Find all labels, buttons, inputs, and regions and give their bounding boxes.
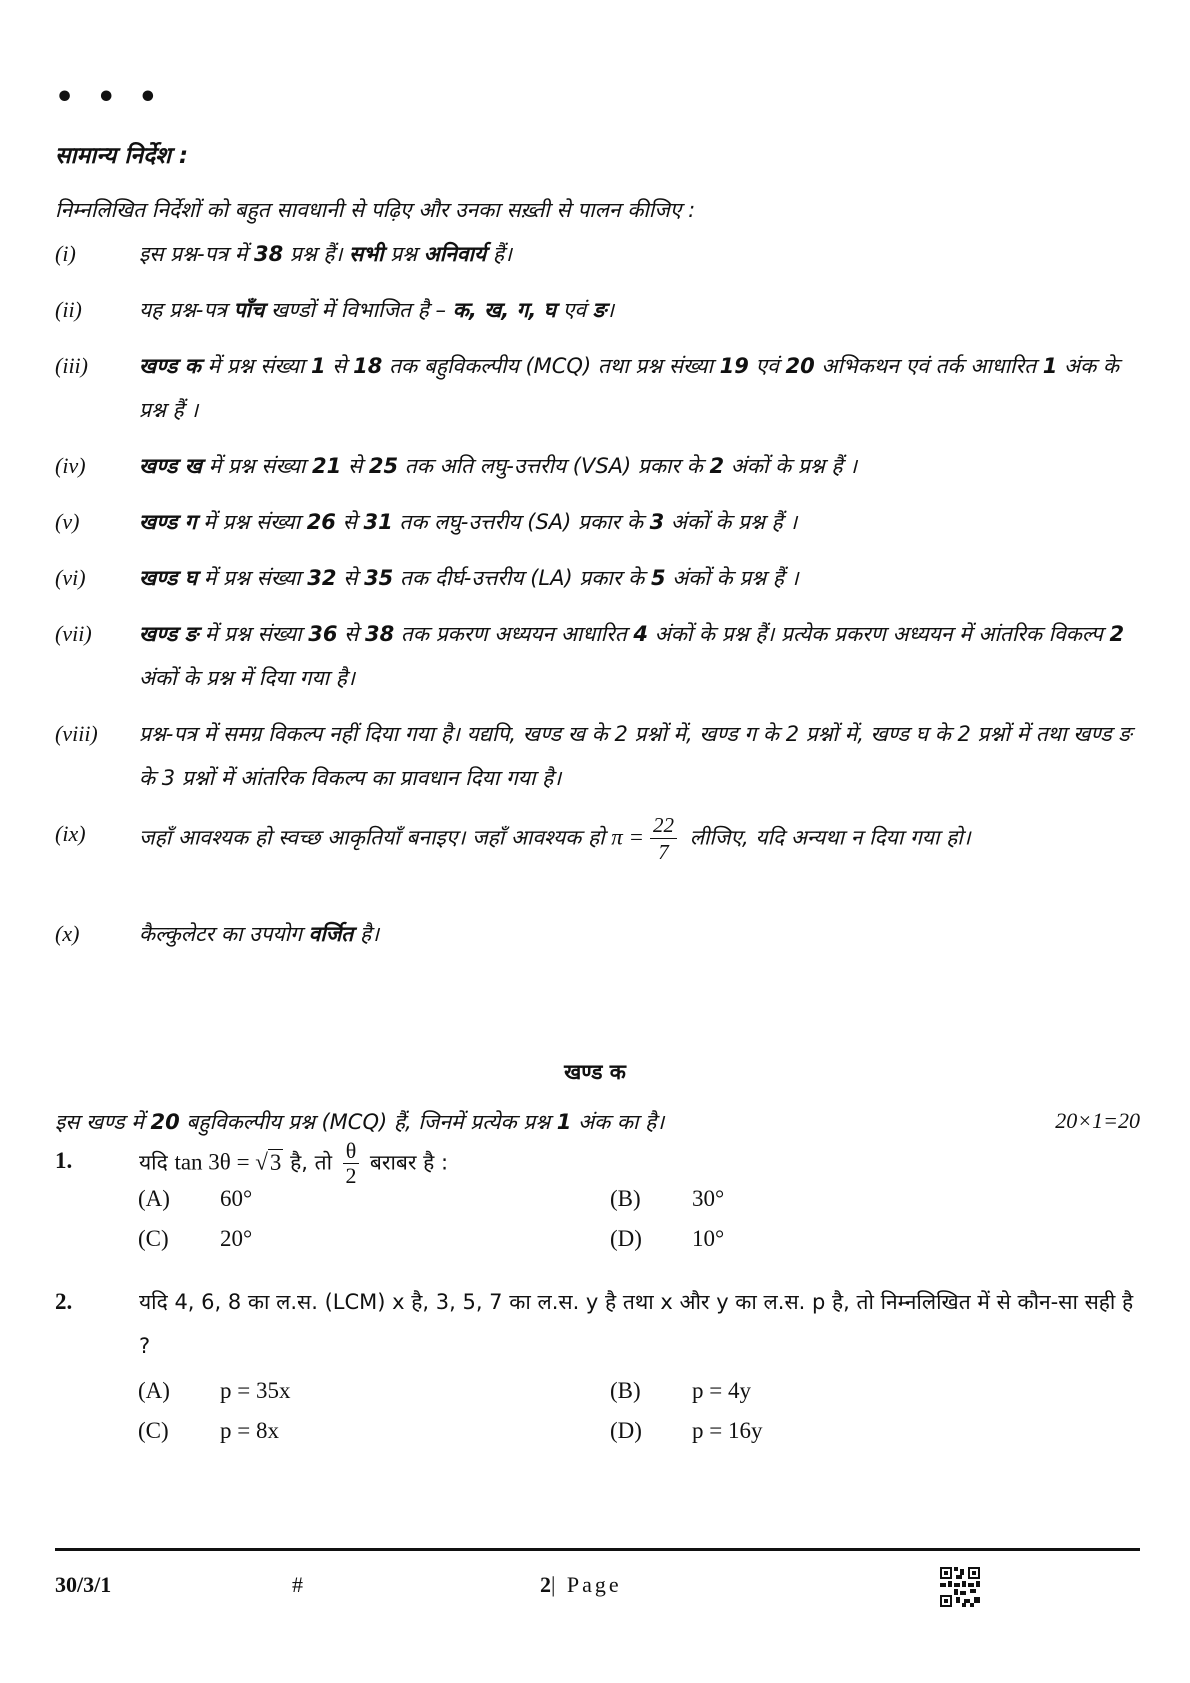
instruction-text: खण्ड घ में प्रश्न संख्या 32 से 35 तक दीर्घ-उत्तरीय (LA) प्रकार के 5 अंकों के प्रश्न हैं । [139, 566, 799, 590]
option-q2-a[interactable]: (A) p = 35x [138, 1378, 291, 1403]
instruction-number: (iv) [55, 453, 86, 478]
general-instructions-heading: सामान्य निर्देश : [55, 143, 189, 169]
option-q1-d[interactable]: (D) 10° [610, 1226, 725, 1251]
instruction-number: (x) [55, 921, 80, 946]
instruction-text: खण्ड ग में प्रश्न संख्या 26 से 31 तक लघु-उत्तरीय (SA) प्रकार के 3 अंकों के प्रश्न हैं । [139, 510, 798, 534]
instruction-text: खण्ड ख में प्रश्न संख्या 21 से 25 तक अति लघु-उत्तरीय (VSA) प्रकार के 2 अंकों के प्रश्न हैं । [139, 454, 858, 478]
pi-fraction: $\frac{22}{7}$ [650, 812, 677, 865]
instruction-text: प्रश्न-पत्र में समग्र विकल्प नहीं दिया गया है। यद्यपि, खण्ड ख के 2 प्रश्नों में, खण्ड ग के 2 प्रश्नों में, खण्ड घ के 2 प्रश्नों में तथा खण्ड ङ के 3 प्रश्नों में आंतरिक विकल्प का प्रावधान दिया गया है। [139, 722, 1132, 790]
qr-code-icon [940, 1567, 980, 1607]
option-q2-b[interactable]: (B) p = 4y [610, 1378, 751, 1403]
instruction-number: (vi) [55, 565, 86, 590]
section-title: खण्ड क [564, 1060, 626, 1084]
option-q2-d[interactable]: (D) p = 16y [610, 1418, 763, 1443]
instruction-number: (ii) [55, 297, 82, 322]
instruction-text: यह प्रश्न-पत्र पाँच खण्डों में विभाजित है – क, ख, ग, घ एवं ङ। [139, 298, 615, 322]
question-number: 1. [55, 1148, 73, 1173]
instructions-intro: निम्नलिखित निर्देशों को बहुत सावधानी से पढ़िए और उनका सख़्ती से पालन कीजिए : [55, 198, 696, 222]
option-q2-c[interactable]: (C) p = 8x [138, 1418, 279, 1443]
question-number: 2. [55, 1289, 73, 1314]
question-1 [55, 1105, 1140, 1188]
pi-symbol: π = [611, 824, 645, 850]
square-root: √3 [255, 1149, 282, 1175]
paper-code: 30/3/1 [55, 1572, 112, 1597]
question-text: यदि 4, 6, 8 का ल.स. (LCM) x है, 3, 5, 7 का ल.स. y है तथा x और y का ल.स. p है, तो निम्नलिखित में से कौन-सा सही है ? [139, 1290, 1134, 1358]
instruction-number: (vii) [55, 621, 92, 646]
instruction-text: खण्ड क में प्रश्न संख्या 1 से 18 तक बहुविकल्पीय (MCQ) तथा प्रश्न संख्या 19 एवं 20 अभिकथन एवं तर्क आधारित 1 अंक के प्रश्न हैं । [139, 354, 1119, 422]
instruction-text: इस प्रश्न-पत्र में 38 प्रश्न हैं। सभी प्रश्न अनिवार्य हैं। [139, 242, 512, 266]
instruction-number: (iii) [55, 353, 88, 378]
section-description: इस खण्ड में 20 बहुविकल्पीय प्रश्न (MCQ) हैं, जिनमें प्रत्येक प्रश्न 1 अंक का है। [55, 1110, 665, 1134]
page-number: 2| Page [540, 1572, 622, 1597]
instruction-number: (v) [55, 509, 80, 534]
section-marks: 20×1=20 [1055, 1108, 1140, 1133]
theta-over-2-fraction: $\frac{\theta}{2}$ [343, 1139, 360, 1188]
option-q1-a[interactable]: (A) 60° [138, 1186, 253, 1211]
option-q1-c[interactable]: (C) 20° [138, 1226, 253, 1251]
instruction-text: जहाँ आवश्यक हो स्वच्छ आकृतियाँ बनाइए। जहाँ आवश्यक हो π = $\frac{22}{7}$ लीजिए, यदि अन्यथा न दिया गया हो। [139, 813, 971, 864]
instruction-number: (i) [55, 241, 76, 266]
continuation-dots: • • • [55, 80, 164, 115]
question-text: यदि tan 3θ = √3 है, तो $\frac{\theta}{2}$ बराबर है : [139, 1138, 449, 1188]
instruction-number: (viii) [55, 721, 98, 746]
footer-divider [55, 1548, 1140, 1551]
instruction-text: खण्ड ङ में प्रश्न संख्या 36 से 38 तक प्रकरण अध्ययन आधारित 4 अंकों के प्रश्न हैं। प्रत्येक प्रकरण अध्ययन में आंतरिक विकल्प 2 अंकों के प्रश्न में दिया गया है। [139, 622, 1125, 690]
instruction-number: (ix) [55, 821, 86, 846]
instruction-text: कैल्कुलेटर का उपयोग वर्जित है। [139, 922, 380, 946]
footer-hash: # [292, 1572, 303, 1597]
option-q1-b[interactable]: (B) 30° [610, 1186, 725, 1211]
